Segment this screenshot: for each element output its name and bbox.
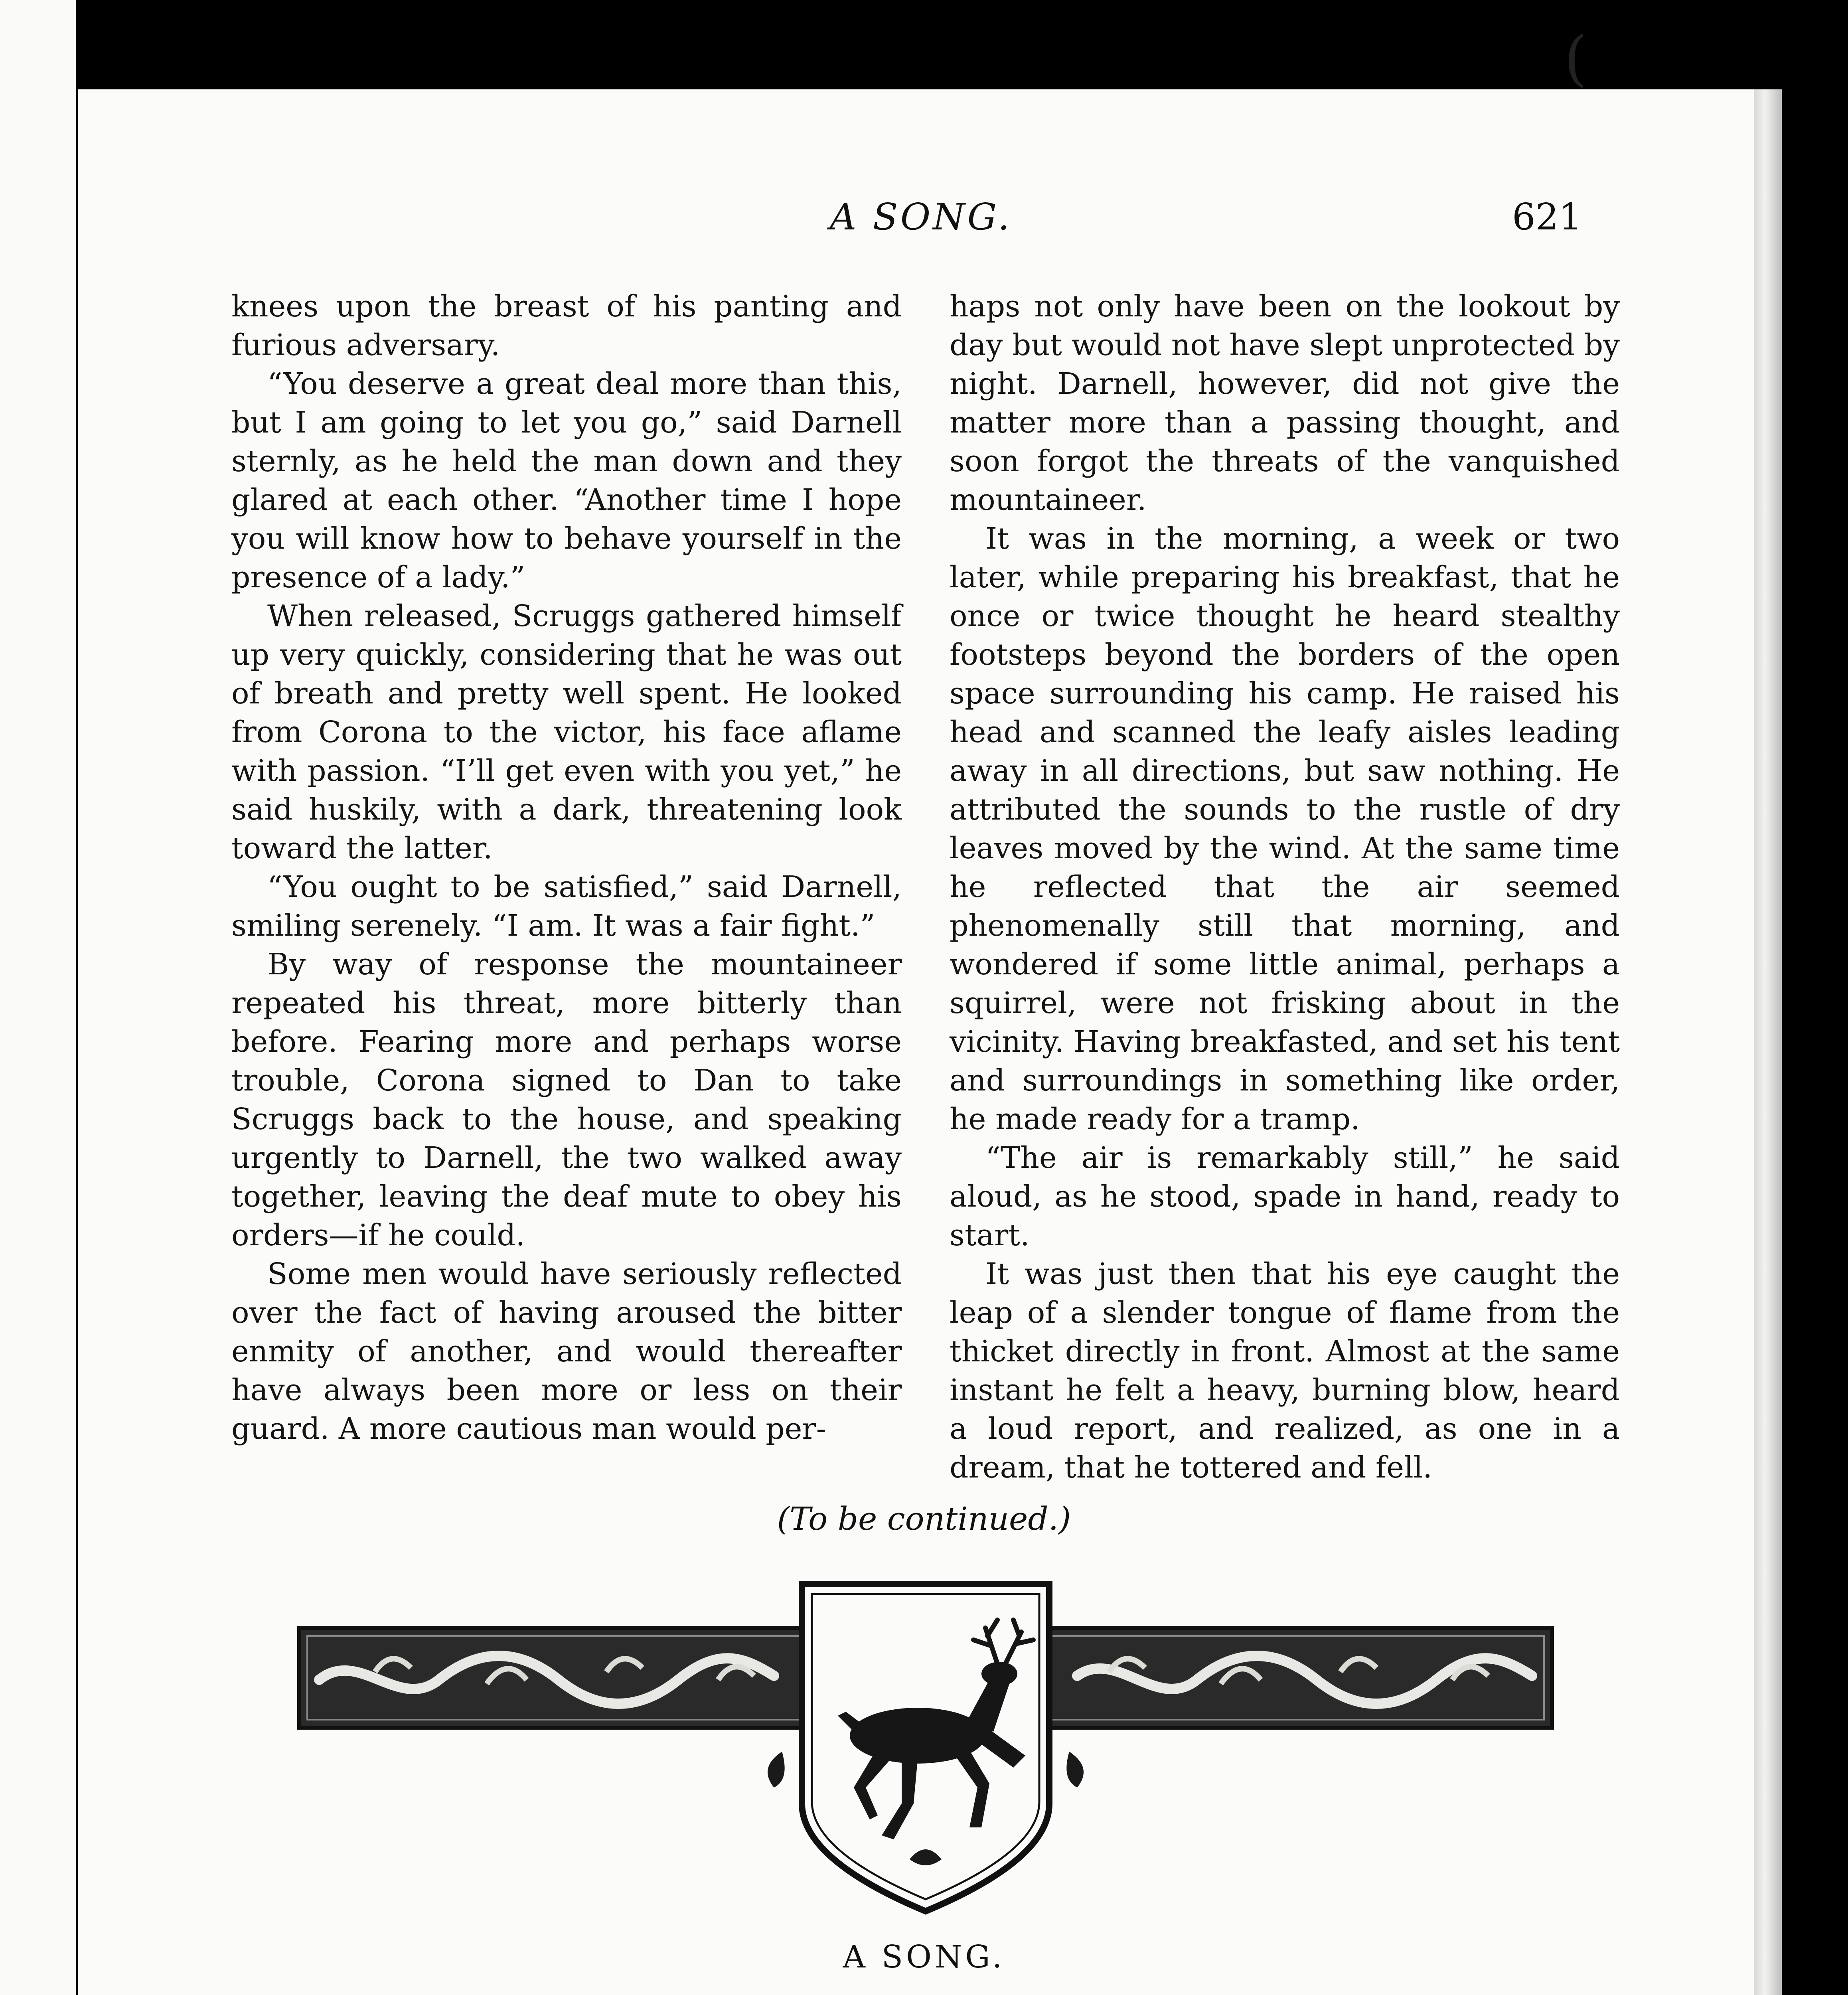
page-number: 621	[1512, 196, 1582, 238]
poem-title: A SONG.	[843, 1939, 1005, 1975]
story-paragraph: Some men would have seriously reflected over the fact of having aroused the bitter enmity of another, and would thereafter have always been more or less on their guard. A more cautious man would per-	[231, 1257, 902, 1446]
story-paragraph: When released, Scruggs gathered himself up very quickly, considering that he was out of breath and pretty well spent. He looked from Corona to the victor, his face aflame with passion. “I’ll get even with you yet,” he said huskily, with a dark, threatening look toward the latter.	[231, 599, 902, 865]
story-column-right	[950, 287, 1620, 1487]
story-paragraph: It was just then that his eye caught the leap of a slender tongue of flame from the thicket directly in front. Almost at the same instant he felt a heavy, burning blow, heard a loud report, and realized, as one in a dream, that he tottered and fell.	[950, 1257, 1620, 1485]
story-paragraph: It was in the morning, a week or two later, while preparing his breakfast, that he once or twice thought he heard stealthy footsteps beyond the borders of the open space surrounding his camp. He raised his head and scanned the leafy aisles leading away in all directions, but saw nothing. He attributed the sounds to the rustle of dry leaves moved by the wind. At the same time he reflected that the air seemed phenomenally still that morning, and wondered if some little animal, perhaps a squirrel, were not frisking about in the vicinity. Having breakfasted, and set his tent and surroundings in something like order, he made ready for a tramp.	[950, 521, 1620, 1136]
continued-note: (To be continued.)	[777, 1500, 1071, 1537]
story-paragraph: “You ought to be satisfied,” said Darnell, smiling serenely. “I am. It was a fair fight.”	[231, 870, 902, 943]
story-paragraph: knees upon the breast of his panting and furious adversary.	[231, 289, 902, 362]
story-paragraph: “The air is remarkably still,” he said aloud, as he stood, spade in hand, ready to start.	[950, 1141, 1620, 1252]
facing-page-edge	[0, 0, 76, 1995]
page-gutter-edge	[1754, 89, 1782, 1995]
story-paragraph: By way of response the mountaineer repeated his threat, more bitterly than before. Fearing more and perhaps worse trouble, Corona signed to Dan to take Scruggs back to the house, and speaking urgently to Darnell, the two walked away together, leaving the deaf mute to obey his orders—if he could.	[231, 947, 902, 1252]
story-column-left	[231, 287, 902, 1448]
margin-mark: (	[1564, 24, 1587, 93]
story-paragraph: “You deserve a great deal more than this, but I am going to let you go,” said Darnell sternly, as he held the man down and they glared at each other. “Another time I hope you will know how to behave yourself in the presence of a lady.”	[231, 367, 902, 595]
running-head: A SONG.	[830, 196, 1012, 238]
story-paragraph: haps not only have been on the lookout by day but would not have slept unprotected by night. Darnell, however, did not give the matter more than a passing thought, and soon forgot the threats of the vanquished mountaineer.	[950, 289, 1620, 517]
deer-shield-banner-icon	[295, 1580, 1556, 1923]
